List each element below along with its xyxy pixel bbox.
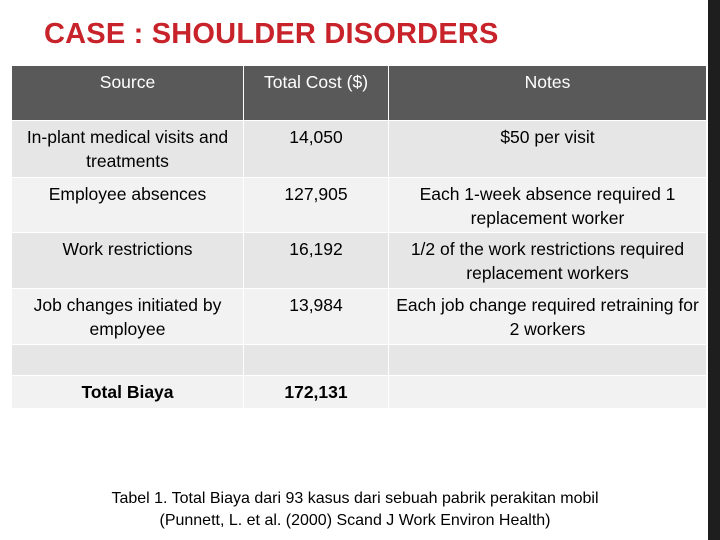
cell-notes: Each 1-week absence required 1 replacement worker bbox=[389, 178, 706, 232]
cell-source bbox=[12, 345, 243, 375]
header-total-cost: Total Cost ($) bbox=[244, 66, 388, 120]
caption-line-2: (Punnett, L. et al. (2000) Scand J Work Environ Health) bbox=[159, 512, 551, 529]
slide-edge-bar bbox=[708, 0, 720, 540]
cell-cost: 13,984 bbox=[244, 289, 388, 344]
cell-total-label: Total Biaya bbox=[12, 376, 243, 408]
cell-notes: 1/2 of the work restrictions required replacement workers bbox=[389, 233, 706, 288]
cell-notes bbox=[389, 345, 706, 375]
header-source: Source bbox=[12, 66, 243, 120]
cell-notes: $50 per visit bbox=[389, 121, 706, 177]
cell-notes: Each job change required retraining for 2 workers bbox=[389, 289, 706, 344]
cell-cost: 14,050 bbox=[244, 121, 388, 177]
slide-title: CASE : SHOULDER DISORDERS bbox=[44, 18, 499, 50]
cell-notes bbox=[389, 376, 706, 408]
cell-cost: 127,905 bbox=[244, 178, 388, 232]
cell-cost: 16,192 bbox=[244, 233, 388, 288]
cell-cost bbox=[244, 345, 388, 375]
cell-source: Work restrictions bbox=[12, 233, 243, 288]
table-caption bbox=[90, 488, 620, 532]
cell-total-cost: 172,131 bbox=[244, 376, 388, 408]
cost-table bbox=[12, 66, 707, 408]
cell-source: Job changes initiated by employee bbox=[12, 289, 243, 344]
cell-source: Employee absences bbox=[12, 178, 243, 232]
header-notes: Notes bbox=[389, 66, 706, 120]
cell-source: In-plant medical visits and treatments bbox=[12, 121, 243, 177]
caption-line-1: Tabel 1. Total Biaya dari 93 kasus dari sebuah pabrik perakitan mobil bbox=[111, 490, 599, 507]
